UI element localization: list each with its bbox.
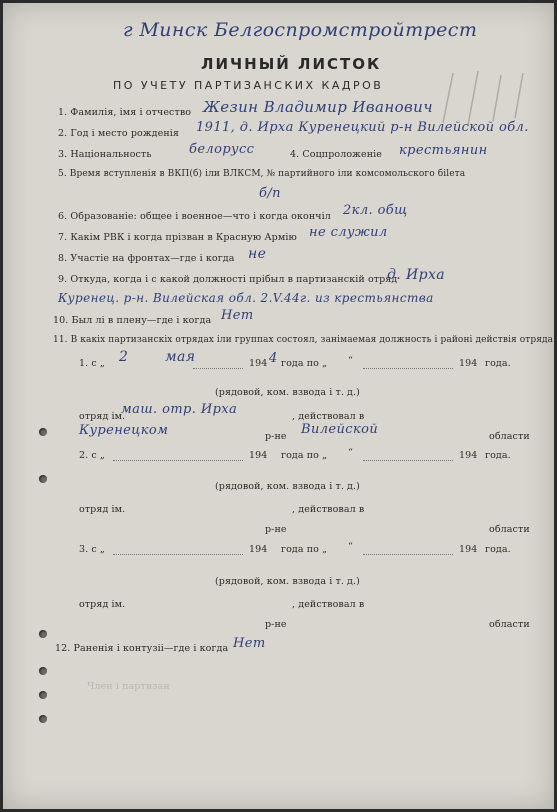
period-2-end-year: 194 — [459, 450, 478, 461]
area-3-rn: р-не — [265, 619, 287, 630]
dotted-line — [193, 368, 243, 369]
field-4-label: 4. Соцпроложеніе — [290, 149, 383, 160]
dotted-line — [113, 554, 243, 555]
region-1-oblast: области — [489, 431, 530, 442]
field-2-label: 2. Год і место рожденія — [58, 128, 180, 139]
period-3-start: 3. с „ — [79, 544, 105, 555]
field-6-value: 2кл. общ — [343, 203, 408, 218]
period-2-goda-po: года по „ — [281, 450, 328, 461]
binder-hole — [39, 691, 47, 699]
binder-hole — [39, 715, 47, 723]
region-3-oblast: области — [489, 619, 530, 630]
field-8-label: 8. Участіе на фронтах—где і когда — [58, 253, 235, 264]
field-7-value: не служил — [309, 225, 388, 240]
period-1-end-year: 194 — [459, 358, 478, 369]
role-note-2: (рядовой, ком. взвода і т. д.) — [215, 481, 360, 492]
field-8-value: не — [248, 246, 267, 262]
region-1-value: Вилейской — [301, 422, 379, 437]
field-11-label: 11. В какіх партизанскіх отрядах іли группах состоял, занімаемая должность і районі действія отряда: — [53, 335, 557, 345]
field-9-label: 9. Откуда, когда і с какой должності прібыл в партизанскій отряд — [58, 274, 398, 285]
region-2-oblast: области — [489, 524, 530, 535]
field-3-label: 3. Національность — [58, 149, 152, 160]
period-3-quote: “ — [348, 541, 353, 552]
period-3-goda-po: года по „ — [281, 544, 328, 555]
handwritten-address: г Минск Белгоспромстройтрест — [123, 19, 478, 41]
binder-hole — [39, 630, 47, 638]
period-1-day: 2 — [119, 349, 129, 365]
otryad-1-value: маш. отр. Ирха — [121, 402, 238, 417]
period-1-year-digit: 4 — [269, 351, 278, 366]
otryad-2-label: отряд ім. — [79, 504, 126, 515]
page-title: ЛИЧНЫЙ ЛИСТОК — [201, 55, 382, 73]
period-2-goda: года. — [485, 450, 511, 461]
document-page — [3, 3, 557, 809]
period-1-goda: года. — [485, 358, 511, 369]
field-5-label: 5. Время вступленія в ВКП(б) іли ВЛКСМ, № партийного іли комсомольского біleта — [58, 169, 466, 179]
area-2-rn: р-не — [265, 524, 287, 535]
dotted-line — [363, 460, 453, 461]
field-1-label: 1. Фамилія, імя і отчество — [58, 107, 192, 118]
period-1-goda-po: года по „ — [281, 358, 328, 369]
field-5-value: б/п — [259, 186, 281, 201]
dotted-line — [363, 554, 453, 555]
page-subtitle: ПО УЧЕТУ ПАРТИЗАНСКИХ КАДРОВ — [113, 79, 384, 92]
period-3-year: 194 — [249, 544, 268, 555]
period-2-start: 2. с „ — [79, 450, 105, 461]
period-2-quote: “ — [348, 447, 353, 458]
pencil-mark-icon — [423, 63, 543, 133]
binder-hole — [39, 475, 47, 483]
role-note-1: (рядовой, ком. взвода і т. д.) — [215, 387, 360, 398]
period-3-end-year: 194 — [459, 544, 478, 555]
field-10-label: 10. Был лі в плену—где і когда — [53, 315, 212, 326]
field-3-value: белорусс — [189, 142, 255, 157]
area-1-rn: р-не — [265, 431, 287, 442]
otryad-3-label: отряд ім. — [79, 599, 126, 610]
field-4-value: крестьянин — [399, 143, 488, 158]
field-12-value: Нет — [233, 636, 266, 651]
field-9-value-line2: Куренец. р-н. Вилейская обл. 2.V.44г. из крестьянства — [58, 291, 434, 305]
period-1-month: мая — [165, 349, 196, 365]
binder-hole — [39, 428, 47, 436]
faint-stamp: Член і партизан — [87, 681, 170, 692]
field-2-value: 1911, д. Ирха Куренецкий р-н Вилейской обл. — [196, 120, 529, 135]
field-7-label: 7. Какім РВК і когда прізван в Красную Армію — [58, 232, 297, 243]
otryad-1-acted: , действовал в — [292, 411, 365, 422]
period-1-quote: “ — [348, 355, 353, 366]
field-12-label: 12. Раненія і контузіі—где і когда — [55, 643, 229, 654]
otryad-2-acted: , действовал в — [292, 504, 365, 515]
period-1-start: 1. с „ — [79, 358, 105, 369]
dotted-line — [113, 460, 243, 461]
otryad-1-label: отряд ім. — [79, 411, 126, 422]
field-9-value-line1: д. Ирха — [387, 267, 445, 283]
period-3-goda: года. — [485, 544, 511, 555]
period-1-year: 194 — [249, 358, 268, 369]
otryad-3-acted: , действовал в — [292, 599, 365, 610]
role-note-3: (рядовой, ком. взвода і т. д.) — [215, 576, 360, 587]
field-10-value: Нет — [221, 308, 254, 323]
period-2-year: 194 — [249, 450, 268, 461]
dotted-line — [363, 368, 453, 369]
field-1-value: Жезин Владимир Иванович — [203, 98, 433, 116]
area-1-value: Куренецком — [79, 423, 169, 438]
binder-hole — [39, 667, 47, 675]
field-6-label: 6. Образованіе: общее і военное—что і когда окончіл — [58, 211, 331, 222]
